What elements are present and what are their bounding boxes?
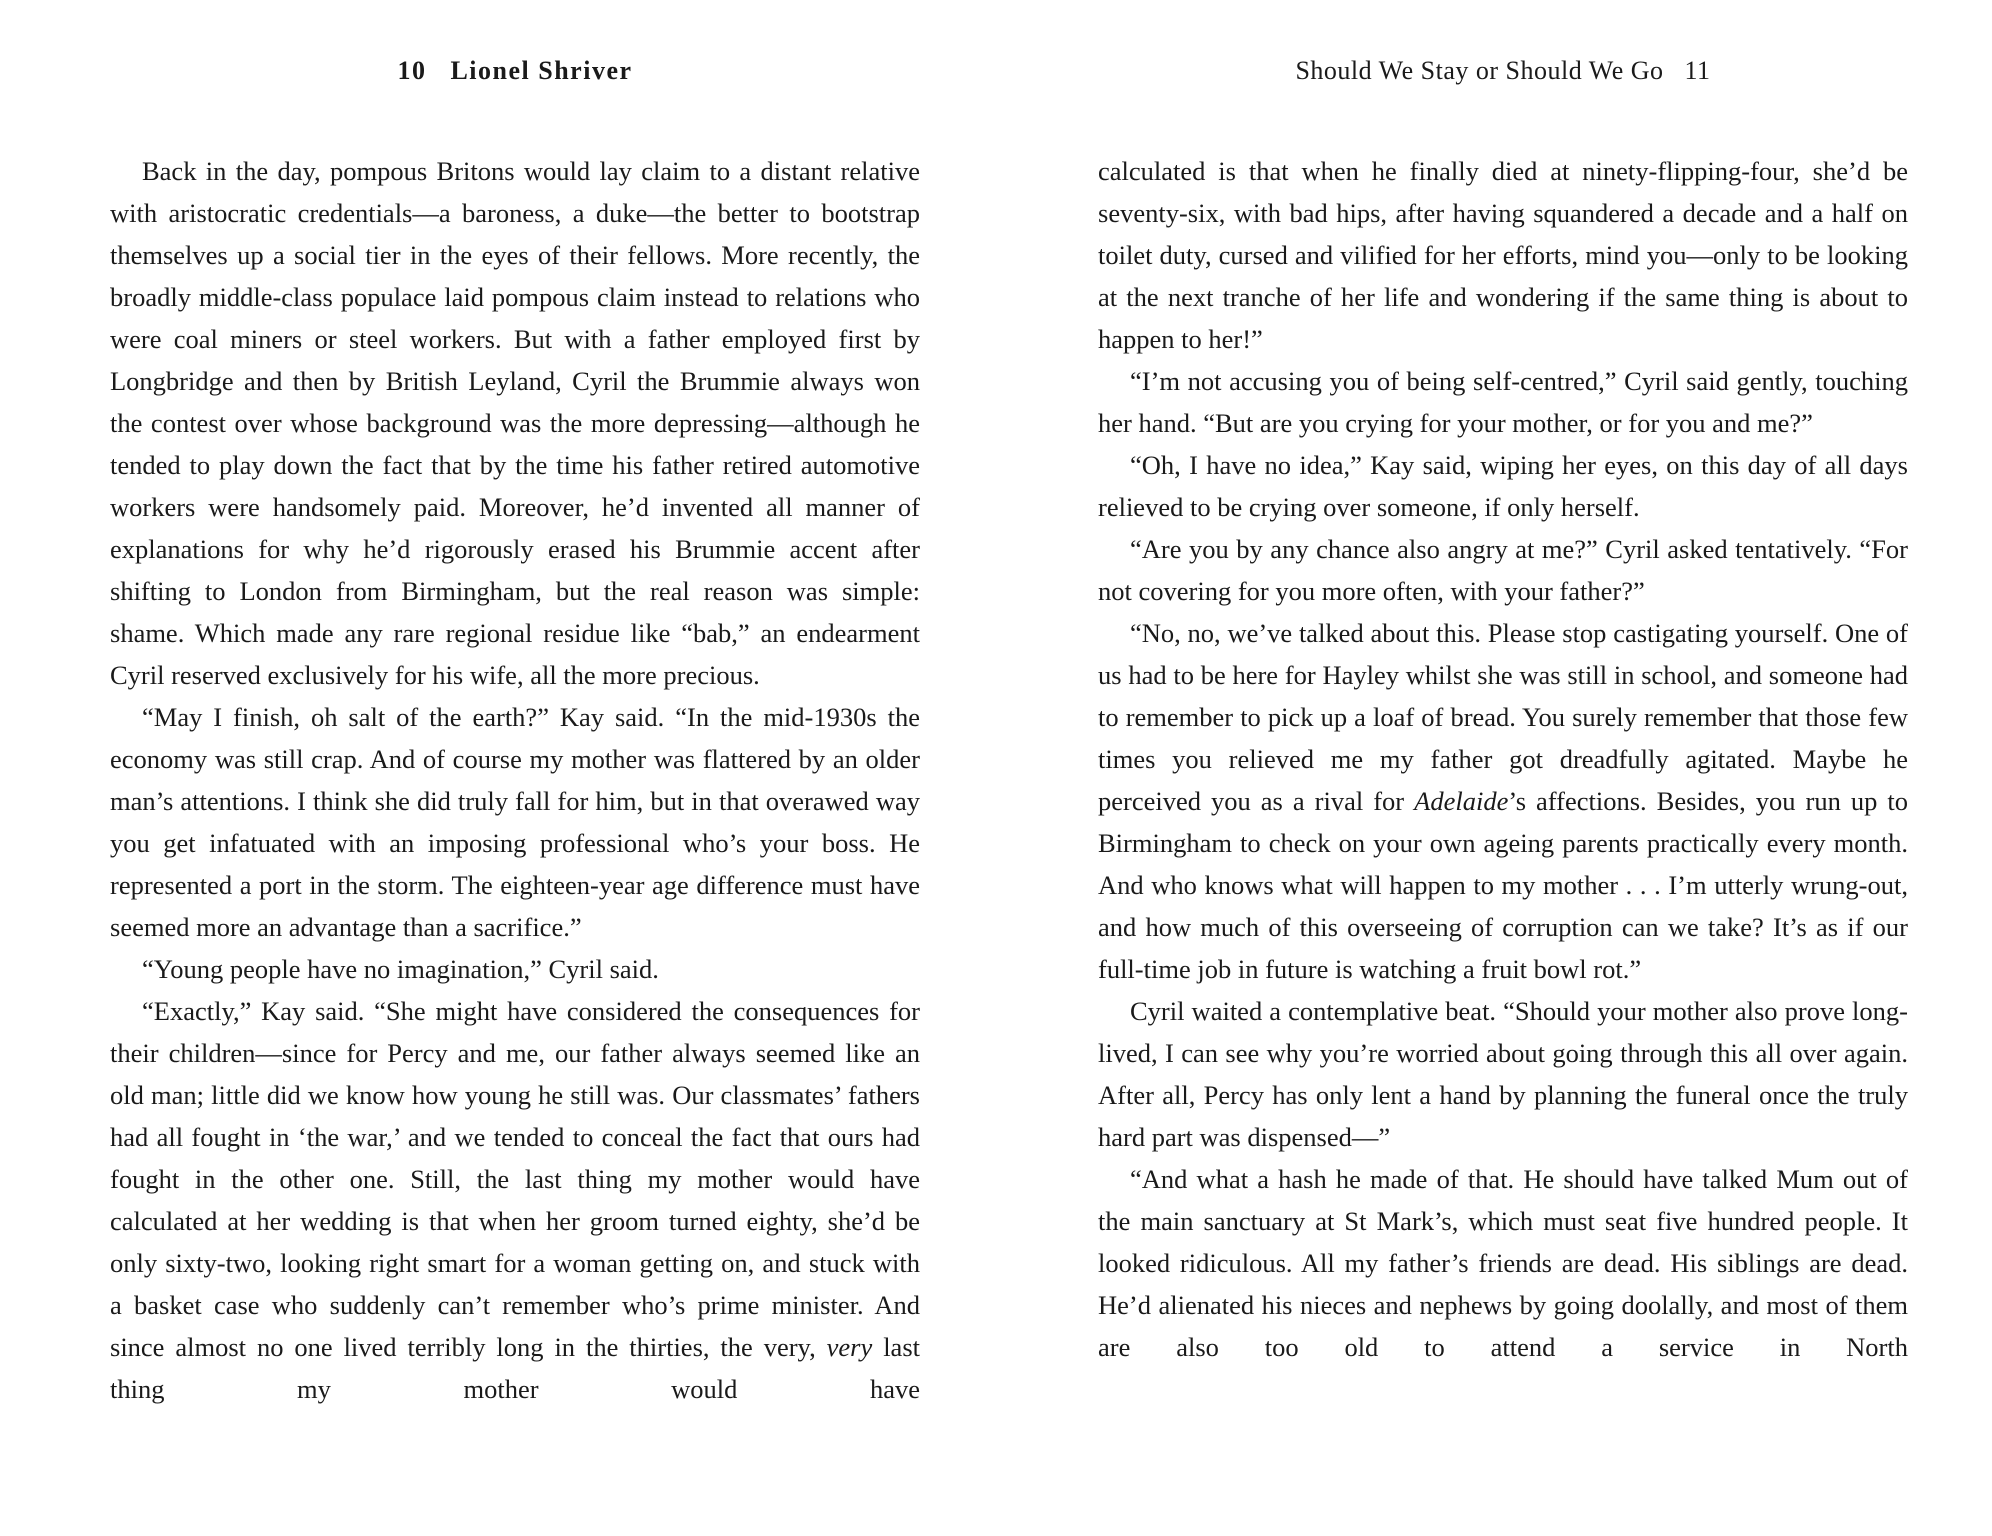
paragraph: “Oh, I have no idea,” Kay said, wiping her eyes, on this day of all days relieved to be crying over someone, if only herself. (1098, 450, 1908, 522)
paragraph: Back in the day, pompous Britons would lay claim to a distant relative with aristocratic credentials—a baroness, a duke—the better to bootstrap themselves up a social tier in the eyes of their fellows. More recently, the broadly middle-class populace laid pompous claim instead to relations who were coal miners or steel workers. But with a father employed first by Longbridge and then by British Leyland, Cyril the Brummie always won the contest over whose background was the more depressing—although he tended to play down the fact that by the time his father retired automotive workers were handsomely paid. Moreover, he’d invented all manner of explanations for why he’d rigorously erased his Brummie accent after shifting to London from Birmingham, but the real reason was simple: shame. Which made any rare regional residue like “bab,” an endearment Cyril reserved exclusively for his wife, all the more precious. (110, 156, 920, 690)
paragraph-last: “And what a hash he made of that. He should have talked Mum out of the main sanctuary at St Mark’s, which must seat five hundred people. It looked ridiculous. All my father’s friends are dead. His siblings are dead. He’d alienated his nieces and nephews by going doolally, and most of them are also too old to attend a service in North (1098, 1164, 1908, 1362)
left-page-body (110, 150, 920, 1452)
italic-name: Adelaide (1414, 786, 1509, 816)
left-page (110, 0, 920, 1536)
paragraph: “May I finish, oh salt of the earth?” Kay said. “In the mid-1930s the economy was still crap. And of course my mother was flattered by an older man’s attentions. I think she did truly fall for him, but in that overawed way you get infatuated with an imposing professional who’s your boss. He represented a port in the storm. The eighteen-year age difference must have seemed more an advantage than a sacrifice.” (110, 702, 920, 942)
right-page-body (1098, 150, 1908, 1410)
right-page-header: Should We Stay or Should We Go 11 (1295, 56, 1711, 85)
paragraph: “Young people have no imagination,” Cyril said. (142, 954, 659, 984)
paragraph-last (110, 990, 920, 1452)
paragraph-text: “Exactly,” Kay said. “She might have considered the consequences for their children—since for Percy and me, our father always seemed like an old man; little did we know how young he still was. Our classmates’ fathers had all fought in ‘the war,’ and we tended to conceal the fact that ours had fought in the other one. Still, the last thing my mother would have calculated at her wedding is that when her groom turned eighty, she’d be only sixty-two, looking right smart for a woman getting on, and stuck with a basket case who suddenly can’t remember who’s prime minister. And since almost no one lived terribly long in the thirties, the very, (110, 996, 920, 1362)
left-page-header: 10 Lionel Shriver (397, 56, 633, 85)
paragraph: Cyril waited a contemplative beat. “Should your mother also prove long-lived, I can see why you’re worried about going through this all over again. After all, Percy has only lent a hand by planning the funeral once the truly hard part was dispensed—” (1098, 996, 1908, 1152)
paragraph-text: ’s affections. Besides, you run up to Birmingham to check on your own ageing parents practically every month. And who knows what will happen to my mother . . . I’m utterly wrung-out, and how much of this overseeing of corruption can we take? It’s as if our full-time job in future is watching a fruit bowl rot.” (1098, 786, 1908, 984)
paragraph-tail: last thing my mother would have (110, 1332, 920, 1404)
paragraph: “Are you by any chance also angry at me?” Cyril asked tentatively. “For not covering for you more often, with your father?” (1098, 534, 1908, 606)
paragraph: calculated is that when he finally died at ninety-flipping-four, she’d be seventy-six, with bad hips, after having squandered a decade and a half on toilet duty, cursed and vilified for her efforts, mind you—only to be looking at the next tranche of her life and wondering if the same thing is about to happen to her!” (1098, 156, 1908, 354)
paragraph: “I’m not accusing you of being self-centred,” Cyril said gently, touching her hand. “But are you crying for your mother, or for you and me?” (1098, 366, 1908, 438)
paragraph-text: “No, no, we’ve talked about this. Please stop castigating yourself. One of us had to be here for Hayley whilst she was still in school, and someone had to remember to pick up a loaf of bread. You surely remember that those few times you relieved me my father got dreadfully agitated. Maybe he perceived you as a rival for (1098, 618, 1908, 816)
paragraph (1098, 612, 1908, 990)
right-page (1098, 0, 1908, 1536)
emphasis-word: very (826, 1332, 873, 1362)
